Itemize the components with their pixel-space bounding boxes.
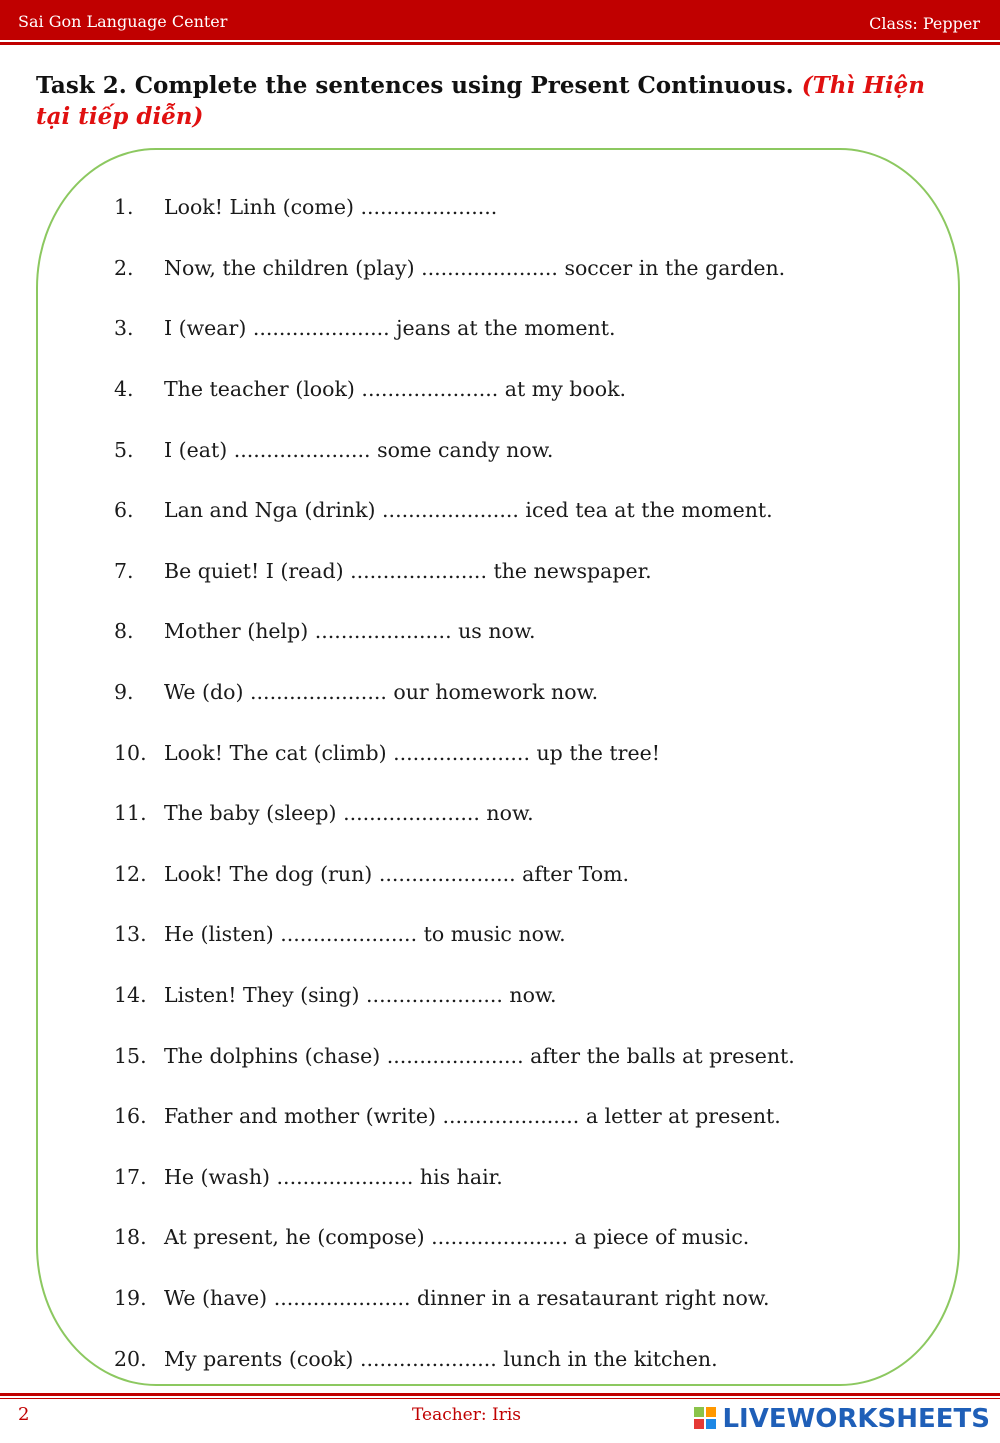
exercise-item[interactable] [114, 722, 795, 783]
item-text: Look! The dog (run) ..................... after Tom. [164, 861, 630, 886]
exercise-item[interactable] [114, 419, 795, 480]
exercise-item[interactable] [114, 1207, 795, 1268]
exercise-item[interactable] [114, 238, 795, 299]
item-text: We (have) ..................... dinner in a resataurant right now. [164, 1285, 770, 1310]
exercise-item[interactable] [114, 844, 795, 905]
item-text: We (do) ..................... our homework now. [164, 680, 599, 705]
item-number: 3. [114, 316, 134, 341]
item-text: Be quiet! I (read) ..................... the newspaper. [164, 558, 652, 583]
item-number: 11. [114, 801, 147, 826]
exercise-item[interactable] [114, 965, 795, 1026]
item-text: I (wear) ..................... jeans at the moment. [164, 316, 616, 341]
exercise-item[interactable] [114, 1328, 795, 1389]
class-name: Class: Pepper [869, 14, 980, 33]
item-text: Look! The cat (climb) ..................... up the tree! [164, 740, 660, 765]
exercise-item[interactable] [114, 601, 795, 662]
task-title [36, 70, 936, 132]
item-number: 18. [114, 1225, 147, 1250]
exercise-item[interactable] [114, 298, 795, 359]
item-number: 2. [114, 255, 134, 280]
exercise-item[interactable] [114, 904, 795, 965]
brand-logo[interactable] [694, 1404, 990, 1434]
item-text: Father and mother (write) ..................... a letter at present. [164, 1104, 781, 1129]
exercise-item[interactable] [114, 783, 795, 844]
item-text: I (eat) ..................... some candy now. [164, 437, 554, 462]
item-number: 5. [114, 437, 134, 462]
item-text: Listen! They (sing) ..................... now. [164, 983, 557, 1008]
item-text: Now, the children (play) ..................... soccer in the garden. [164, 255, 786, 280]
item-number: 9. [114, 680, 134, 705]
center-name: Sai Gon Language Center [18, 12, 228, 31]
item-number: 16. [114, 1104, 147, 1129]
exercise-item[interactable] [114, 1147, 795, 1208]
item-number: 14. [114, 983, 147, 1008]
item-text: My parents (cook) ..................... lunch in the kitchen. [164, 1346, 718, 1371]
item-text: He (listen) ..................... to music now. [164, 922, 566, 947]
item-number: 6. [114, 498, 134, 523]
item-text: He (wash) ..................... his hair. [164, 1164, 503, 1189]
exercise-item[interactable] [114, 480, 795, 541]
item-number: 15. [114, 1043, 147, 1068]
header-divider [0, 42, 1000, 45]
item-number: 1. [114, 195, 134, 220]
teacher-name: Teacher: Iris [412, 1405, 522, 1425]
task-subtitle-vietnamese: (Thì Hiện tại tiếp diễn) [36, 72, 925, 130]
item-number: 17. [114, 1164, 147, 1189]
exercise-item[interactable] [114, 1025, 795, 1086]
exercise-item[interactable] [114, 177, 795, 238]
item-text: The baby (sleep) ..................... now. [164, 801, 534, 826]
item-number: 4. [114, 377, 134, 402]
item-number: 7. [114, 558, 134, 583]
item-text: Lan and Nga (drink) ..................... iced tea at the moment. [164, 498, 773, 523]
header-bar [0, 0, 1000, 40]
item-number: 13. [114, 922, 147, 947]
item-text: At present, he (compose) ..................... a piece of music. [164, 1225, 750, 1250]
exercise-item[interactable] [114, 662, 795, 723]
exercise-list [114, 177, 795, 1389]
liveworksheets-logo-icon [694, 1407, 718, 1431]
footer-divider [0, 1393, 1000, 1396]
exercise-item[interactable] [114, 1268, 795, 1329]
footer-divider-thin [0, 1398, 1000, 1399]
task-title-text: Task 2. Complete the sentences using Present Continuous. [36, 72, 794, 99]
item-text: Mother (help) ..................... us now. [164, 619, 536, 644]
item-text: The teacher (look) ..................... at my book. [164, 377, 627, 402]
exercise-item[interactable] [114, 359, 795, 420]
item-number: 19. [114, 1285, 147, 1310]
page-number: 2 [18, 1404, 30, 1425]
item-number: 20. [114, 1346, 147, 1371]
item-number: 8. [114, 619, 134, 644]
item-text: Look! Linh (come) ..................... [164, 195, 498, 220]
exercise-item[interactable] [114, 541, 795, 602]
item-number: 10. [114, 740, 147, 765]
item-text: The dolphins (chase) ..................... after the balls at present. [164, 1043, 795, 1068]
item-number: 12. [114, 861, 147, 886]
brand-name: LIVEWORKSHEETS [722, 1404, 990, 1434]
exercise-item[interactable] [114, 1086, 795, 1147]
